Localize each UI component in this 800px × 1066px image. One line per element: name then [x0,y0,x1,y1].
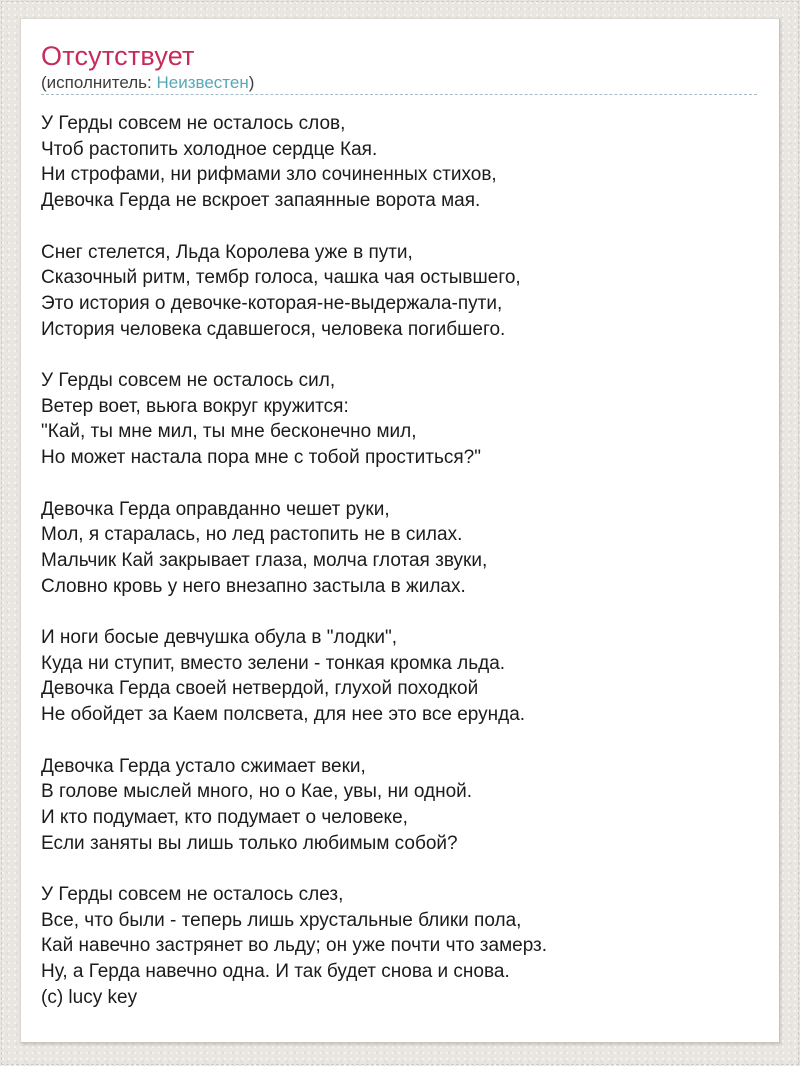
lyric-line: Словно кровь у него внезапно застыла в жилах. [41,575,466,597]
lyrics-text [41,111,757,1011]
lyric-line: "Кай, ты мне мил, ты мне бесконечно мил, [41,421,417,443]
lyric-line: У Герды совсем не осталось слез, [41,884,344,905]
lyric-line: И ноги босые девчушка обула в "лодки", [41,627,398,648]
stanza [41,240,757,343]
lyric-line: Сказочный ритм, тембр голоса, чашка чая остывшего, [41,267,521,289]
lyric-line: Если заняты вы лишь только любимым собой? [41,832,458,854]
stanza [41,754,757,857]
lyric-line: Все, что были - теперь лишь хрустальные блики пола, [41,909,522,931]
stanza [41,882,757,1011]
lyric-line: У Герды совсем не осталось сил, [41,370,336,391]
lyric-line: (c) lucy key [41,986,138,1008]
header-divider [41,94,757,95]
lyric-line: Ну, а Герда навечно одна. И так будет снова и снова. [41,961,510,983]
lyric-line: Снег стелется, Льда Королева уже в пути, [41,241,413,263]
lyric-line: Чтоб растопить холодное сердце Кая. [41,138,378,160]
lyrics-card [20,18,780,1043]
lyric-line: Девочка Герда оправданно чешет руки, [41,498,390,520]
artist-link[interactable]: Неизвестен [156,73,249,92]
lyric-line: Это история о девочке-которая-не-выдержала-пути, [41,292,503,314]
artist-label-prefix: (исполнитель: [41,73,157,92]
stanza [41,368,757,471]
lyric-line: Девочка Герда устало сжимает веки, [41,755,366,777]
stanza [41,497,757,600]
lyric-line: Ветер воет, вьюга вокруг кружится: [41,395,349,417]
artist-label-suffix: ) [248,73,255,92]
song-title: Отсутствует [41,41,195,71]
lyric-line: Девочка Герда своей нетвердой, глухой походкой [41,678,479,700]
lyric-line: Но может настала пора мне с тобой проститься?" [41,447,481,469]
stanza [41,111,757,214]
lyric-line: Девочка Герда не вскроет запаянные ворота мая. [41,190,481,212]
lyric-line: Мальчик Кай закрывает глаза, молча глотая звуки, [41,549,488,571]
lyric-line: Не обойдет за Каем полсвета, для нее это все ерунда. [41,704,526,726]
stanza [41,625,757,728]
artist-line [41,73,757,93]
lyric-line: Куда ни ступит, вместо зелени - тонкая кромка льда. [41,652,506,674]
lyric-line: У Герды совсем не осталось слов, [41,113,346,134]
lyric-line: Ни строфами, ни рифмами зло сочиненных стихов, [41,164,497,186]
lyric-line: И кто подумает, кто подумает о человеке, [41,806,408,828]
lyric-line: В голове мыслей много, но о Кае, увы, ни одной. [41,781,473,803]
lyric-line: История человека сдавшегося, человека погибшего. [41,318,506,340]
lyric-line: Мол, я старалась, но лед растопить не в силах. [41,524,463,546]
lyric-line: Кай навечно застрянет во льду; он уже почти что замерз. [41,935,548,957]
